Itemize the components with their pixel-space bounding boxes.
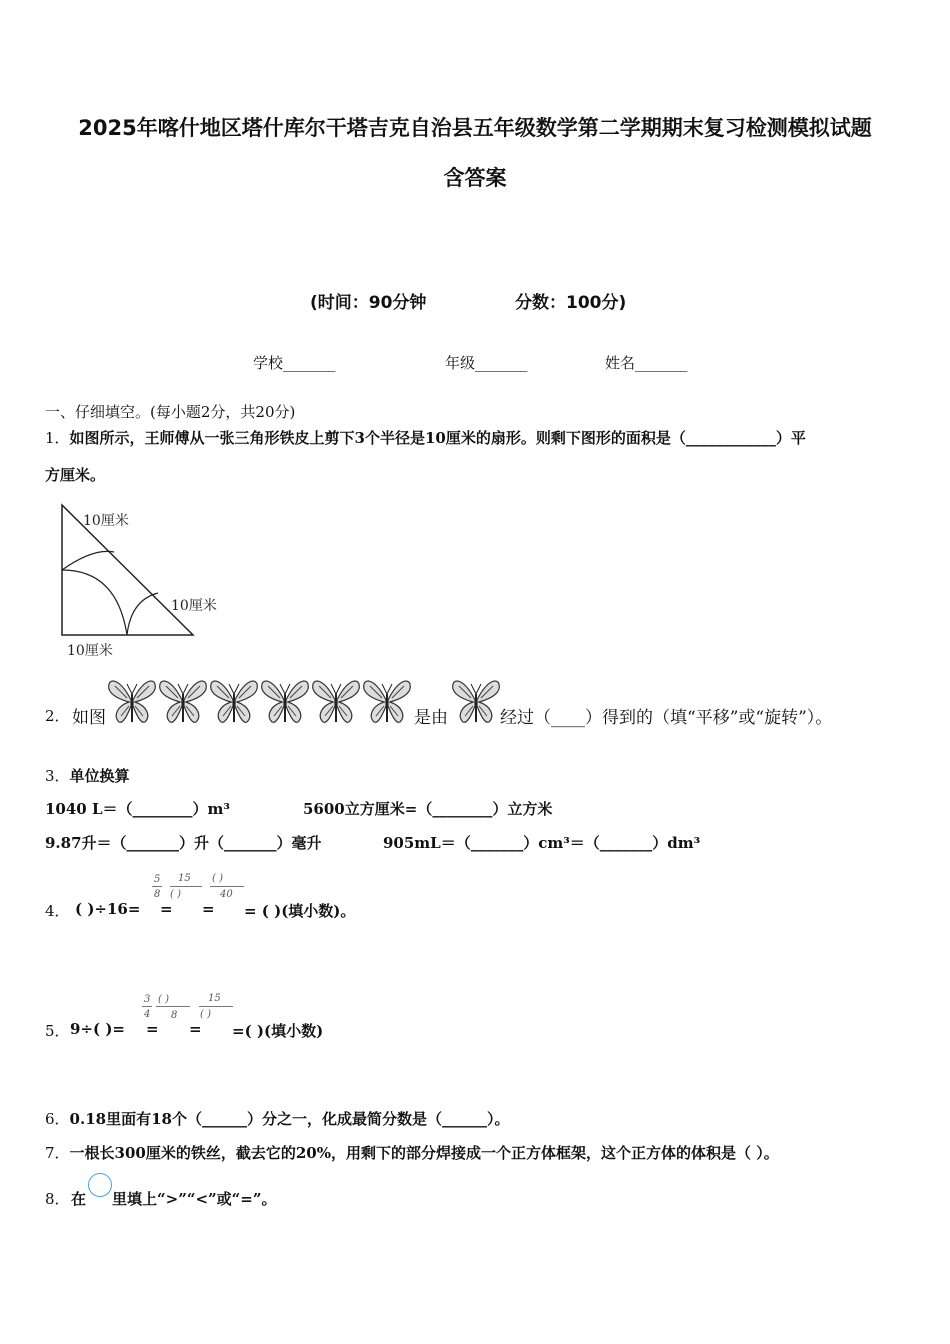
- fraction-bar: [210, 886, 244, 887]
- question-heading: 单位换算: [69, 767, 130, 785]
- question-number: 1．: [45, 429, 70, 447]
- question-1: [45, 427, 806, 448]
- question-text: 如图所示，王师傅从一张三角形铁皮上剪下3个半径是10厘米的扇形。则剩下图形的面积是（____________）平: [69, 429, 806, 447]
- school-field: 学校_______: [253, 354, 336, 372]
- conversion-1: 1040 L＝（________）m³: [45, 800, 230, 818]
- question-7: [45, 1142, 779, 1163]
- fraction-denominator: 4: [144, 1009, 151, 1020]
- question-8-number: 8．: [45, 1190, 70, 1208]
- conversion-4: 905mL＝（_______）cm³＝（_______）dm³: [383, 834, 701, 852]
- fraction-numerator: 15: [208, 993, 221, 1004]
- fraction-numerator: ( ): [158, 994, 169, 1005]
- question-5-number: 5．: [45, 1022, 70, 1040]
- figure-label-hypotenuse: 10厘米: [171, 598, 217, 614]
- triangle-figure: [55, 500, 245, 665]
- question-6: [45, 1108, 509, 1129]
- butterfly-icon: [262, 681, 309, 722]
- circle-placeholder-icon: [88, 1173, 112, 1197]
- conversion-2: 5600立方厘米=（________）立方米: [303, 800, 553, 818]
- question-number: 7．: [45, 1144, 70, 1162]
- question-3: [45, 765, 130, 786]
- equals-sign: =: [160, 900, 173, 918]
- page-title-line2: 含答案: [443, 166, 507, 190]
- fraction-bar: [199, 1006, 233, 1007]
- question-2-number: 2．: [45, 707, 70, 725]
- fraction-denominator: ( ): [200, 1009, 211, 1020]
- butterfly-icon: [160, 681, 207, 722]
- fraction-denominator: 8: [171, 1010, 178, 1021]
- question-5-equals: =: [189, 1020, 202, 1038]
- conversion-3: 9.87升＝（_______）升（_______）毫升: [45, 834, 322, 852]
- fraction-numerator: ( ): [212, 873, 223, 884]
- grade-field: 年级_______: [445, 354, 528, 372]
- exam-time: (时间：90分钟: [310, 293, 427, 313]
- fraction-bar: [156, 1006, 190, 1007]
- question-number: 6．: [45, 1110, 70, 1128]
- butterfly-icon: [313, 681, 360, 722]
- question-text: 0.18里面有18个（______）分之一，化成最简分数是（______）。: [69, 1110, 510, 1128]
- question-8-suffix: 里填上“>”“<”或“=”。: [112, 1190, 277, 1208]
- question-text: 一根长300厘米的铁丝，截去它的20%，用剩下的部分焊接成一个正方体框架，这个正方体的体积是（ ）。: [69, 1144, 779, 1162]
- figure-label-bottom: 10厘米: [67, 643, 113, 659]
- fraction-bar: [152, 886, 162, 887]
- exam-score: 分数：100分): [515, 293, 627, 313]
- question-4-part-a: ( )÷16=: [75, 900, 141, 918]
- question-8-prefix: 在: [71, 1190, 87, 1208]
- butterfly-icon: [109, 681, 156, 722]
- butterfly-icon: [211, 681, 258, 722]
- question-4-equals: =: [202, 900, 215, 918]
- question-4-number: 4．: [45, 902, 70, 920]
- equals-sign: =: [146, 1020, 159, 1038]
- butterfly-row: [107, 676, 415, 728]
- question-2-prefix: 如图: [72, 708, 106, 728]
- page-title: 2025年喀什地区塔什库尔干塔吉克自治县五年级数学第二学期期末复习检测模拟试题: [78, 116, 872, 140]
- fraction-denominator: 8: [154, 889, 161, 900]
- question-5-part-a: 9÷( )=: [70, 1020, 125, 1038]
- question-4-part-b: = ( )(填小数)。: [244, 902, 356, 920]
- question-1-line2: 方厘米。: [45, 466, 106, 484]
- figure-label-top: 10厘米: [83, 513, 129, 529]
- section-heading: 一、仔细填空。(每小题2分，共20分): [45, 403, 296, 421]
- question-2-suffix: 经过（____）得到的（填“平移”或“旋转”）。: [500, 708, 833, 728]
- fraction-numerator: 5: [154, 874, 161, 885]
- fraction-numerator: 3: [144, 994, 151, 1005]
- butterfly-icon: [364, 681, 411, 722]
- question-5-part-b: =( )(填小数): [232, 1022, 324, 1040]
- fraction-denominator: 40: [220, 889, 233, 900]
- question-number: 3．: [45, 767, 70, 785]
- fraction-bar: [170, 886, 202, 887]
- fraction-numerator: 15: [178, 873, 191, 884]
- name-field: 姓名_______: [605, 354, 688, 372]
- single-butterfly-icon: [451, 676, 503, 728]
- fraction-denominator: ( ): [170, 889, 181, 900]
- question-2-middle: 是由: [414, 708, 448, 728]
- fraction-bar: [142, 1006, 152, 1007]
